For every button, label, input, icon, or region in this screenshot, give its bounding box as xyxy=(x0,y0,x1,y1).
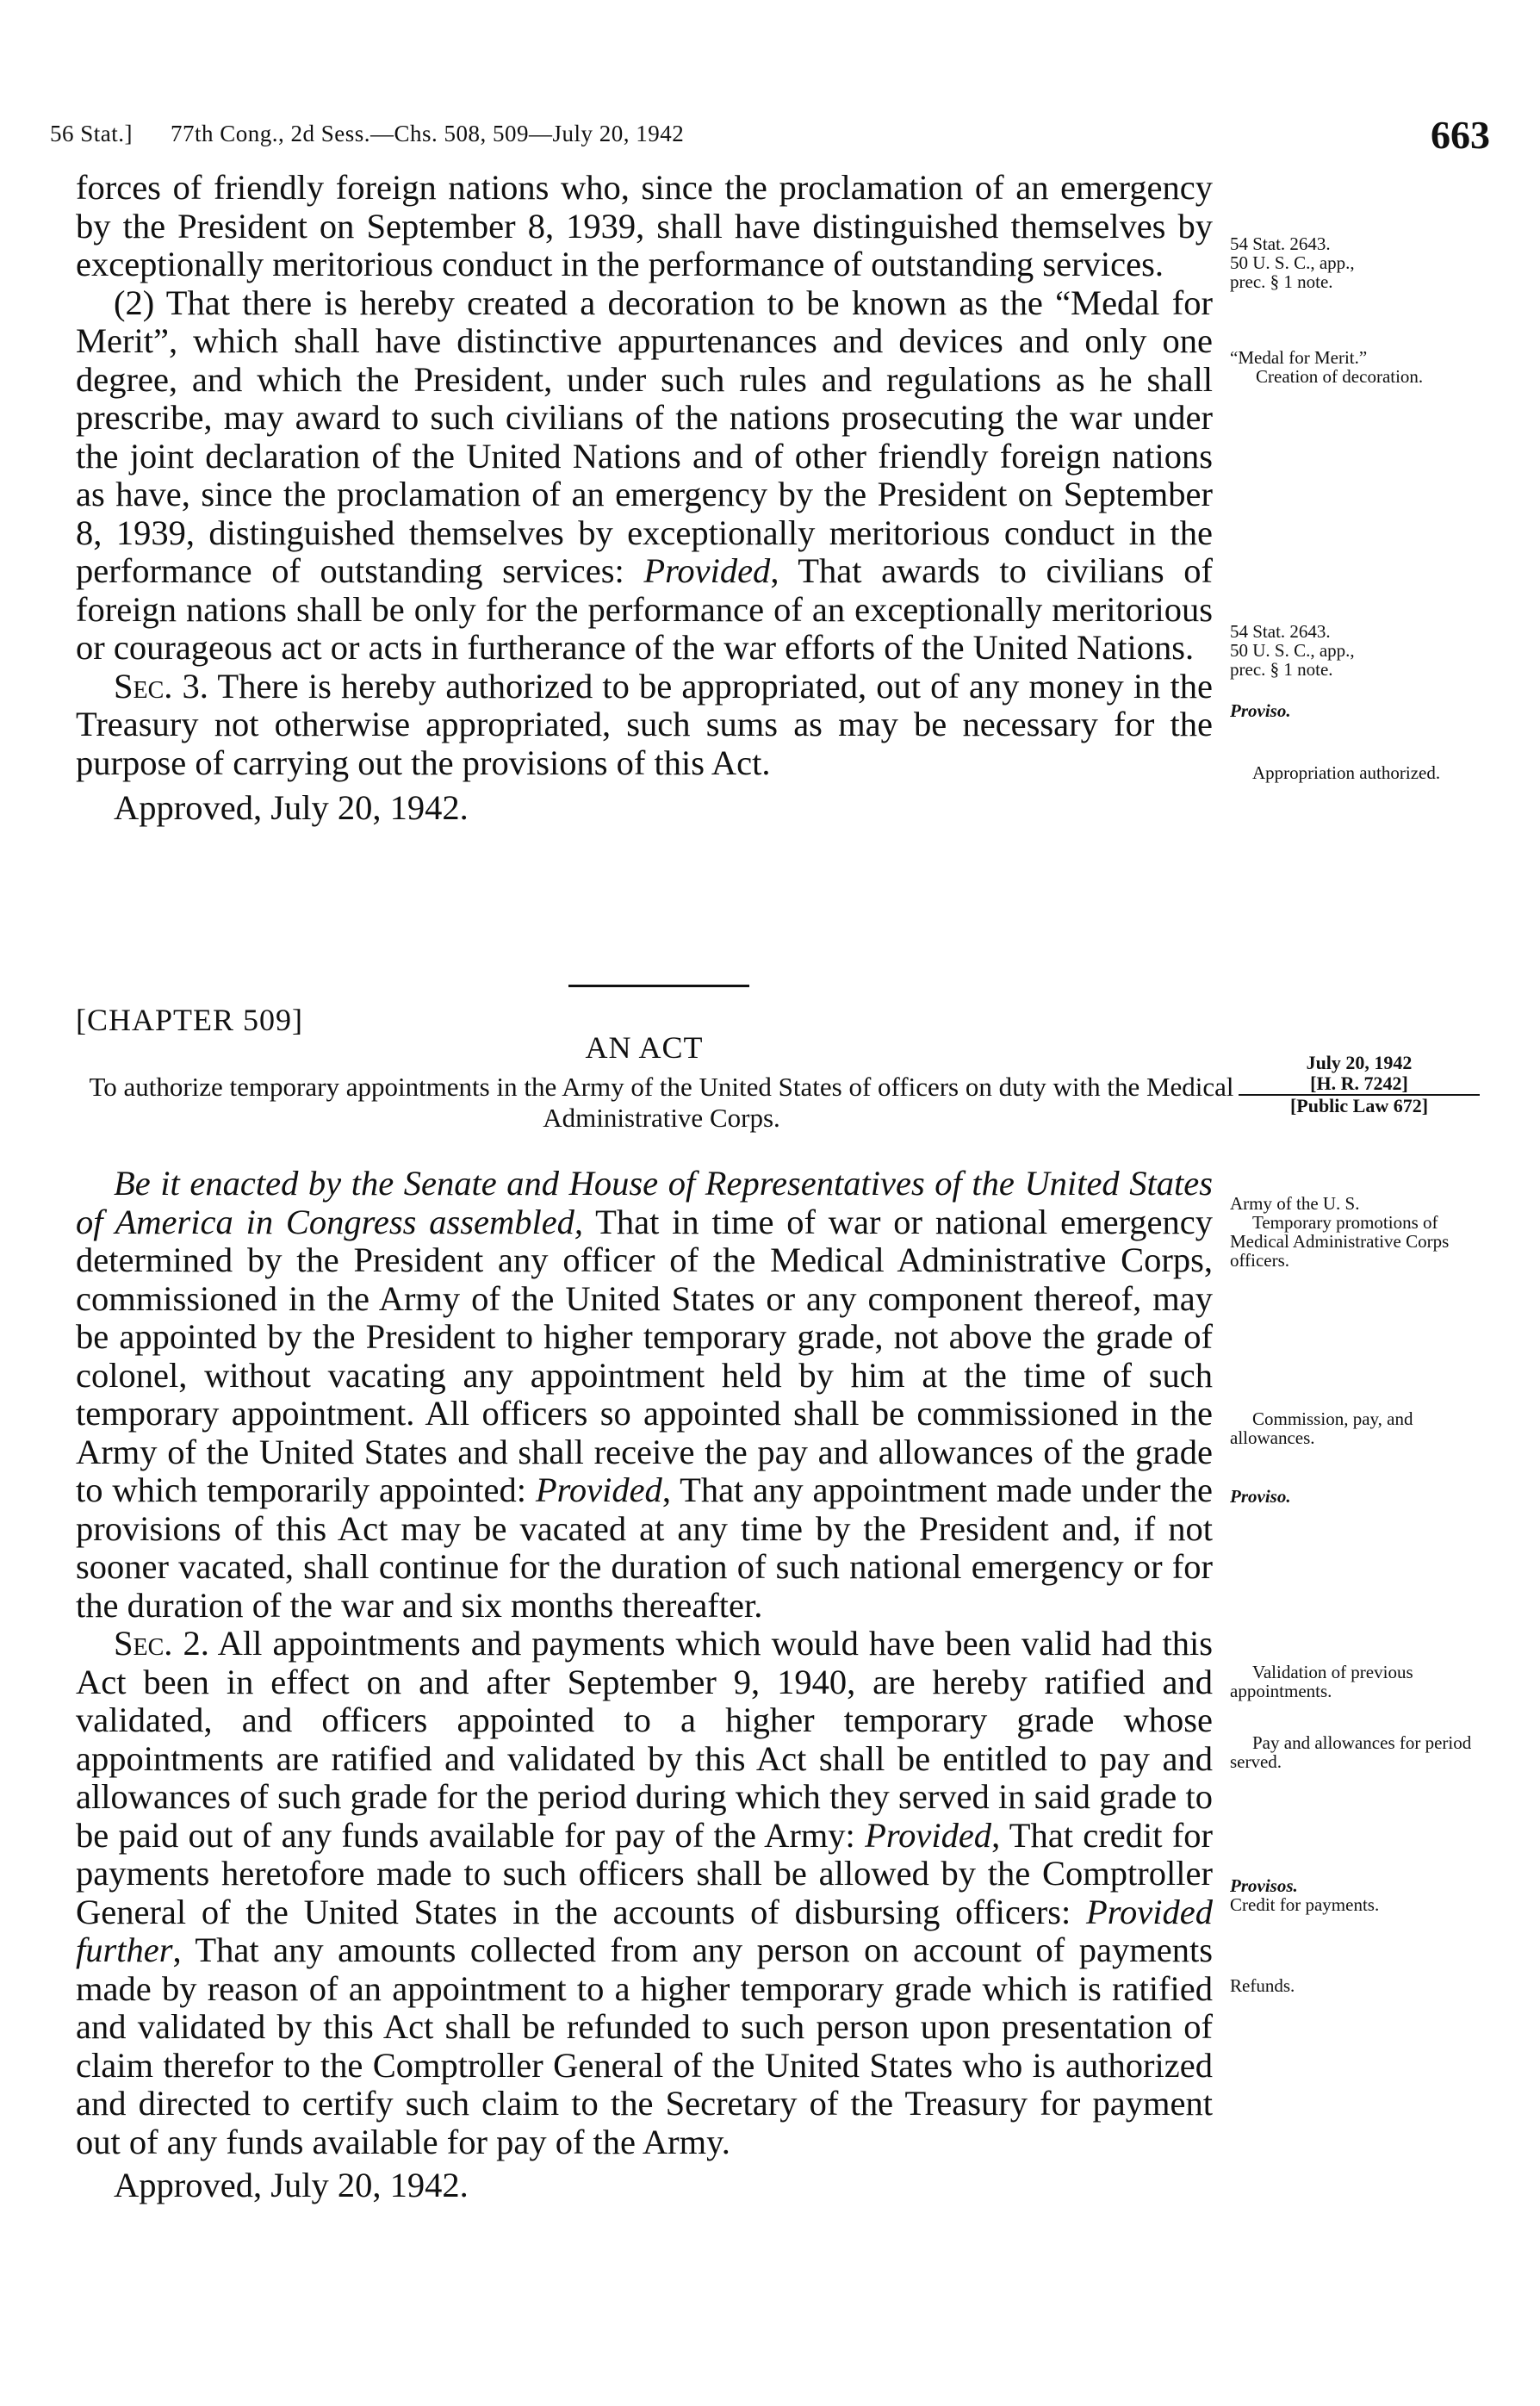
note-line: prec. § 1 note. xyxy=(1230,659,1333,680)
section-label: Sec. 3. xyxy=(114,666,208,706)
act-description: To authorize temporary appointments in the Army of the United States of officers on duty with the Medical Administrative Corps. xyxy=(89,1072,1234,1133)
margin-note-proviso xyxy=(1230,1487,1488,1506)
approved-line: Approved, July 20, 1942. xyxy=(114,2166,469,2204)
proviso-word: Provided xyxy=(535,1470,662,1509)
margin-note-proviso xyxy=(1230,701,1488,720)
margin-note-citation xyxy=(1230,622,1488,679)
text: , That credit for payments heretofore made to such officers shall be allowed by the Comptroller General of the United States in the accounts of disbursing officers: xyxy=(76,1815,1213,1931)
proviso-word: Provided xyxy=(865,1815,992,1855)
page-header xyxy=(50,113,1490,172)
note-line: Army of the U. S. xyxy=(1230,1193,1360,1214)
margin-note-medal xyxy=(1230,348,1488,386)
text: , That any appointment made under the provisions of this Act may be vacated at any time by the President and, if not sooner vacated, shall continue for the duration of such national emergency or for the duration of the war and six months thereafter. xyxy=(76,1470,1213,1625)
act-date: July 20, 1942 xyxy=(1306,1052,1413,1073)
chapter-508-body xyxy=(76,169,1213,828)
enacting-clause: Be it enacted by the Senate and House of Representatives of the United States of America in Congress assembled, xyxy=(76,1164,1213,1241)
volume-reference: 56 Stat.] xyxy=(50,121,133,146)
text: (2) That there is hereby created a decoration to be known as the “Medal for Merit”, which shall have distinctive appurtenances and devices and only one degree, and which the President, under such rules and regulations as he shall prescribe, may award to such civilians of the nations prosecuting the war under the joint declaration of the United Nations and of other friendly foreign nations as have, since the proclamation of an emergency by the President on September 8, 1939, distinguished themselves by exceptionally meritorious conduct in the performance of outstanding services: xyxy=(76,283,1213,590)
note-line: 54 Stat. 2643. xyxy=(1230,621,1331,642)
note-text: Proviso. xyxy=(1230,700,1291,721)
text: There is hereby authorized to be appropriated, out of any money in the Treasury not otherwise appropriated, such sums as may be necessary for the purpose of carrying out the provisions of this Act. xyxy=(76,666,1214,782)
text: That in time of war or national emergency determined by the President any officer of the Medical Administrative Corps, commissioned in the Army of the United States or any component thereof, may be appointed by the President to higher temporary grade, not above the grade of colonel, without vacating any appointment held by him at the time of such temporary appointment. All officers so appointed shall be commissioned in the Army of the United States and shall receive the pay and allowances of the grade to which temporarily appointed: xyxy=(76,1202,1214,1509)
note-line: Creation of decoration. xyxy=(1256,366,1424,387)
chapter-509-body xyxy=(76,1165,1213,2205)
note-line: 54 Stat. 2643. xyxy=(1230,233,1331,254)
note-line: Credit for payments. xyxy=(1230,1894,1380,1915)
act-label: AN ACT xyxy=(585,1030,704,1065)
page-number: 663 xyxy=(1431,113,1490,157)
section-divider xyxy=(568,985,749,987)
approved-line: Approved, July 20, 1942. xyxy=(114,788,469,827)
chapter-heading: [CHAPTER 509] xyxy=(76,1003,303,1037)
margin-note-citation xyxy=(1230,234,1488,291)
running-head xyxy=(50,121,684,147)
margin-note-refunds: Refunds. xyxy=(1230,1975,1295,1996)
note-line: 50 U. S. C., app., xyxy=(1230,640,1355,661)
margin-note-army xyxy=(1230,1194,1488,1270)
session-chapters-date: 77th Cong., 2d Sess.—Chs. 508, 509—July 20, 1942 xyxy=(171,121,685,146)
proviso-further: Provided further xyxy=(76,1892,1213,1969)
text: , That any amounts collected from any person on account of payments made by reason of an appointment to a higher temporary grade which is ratified and validated by this Act shall be refunded to such person upon presentation of claim therefor to the Comptroller General of the United States who is authorized and directed to certify such claim to the Secretary of the Treasury for payment out of any funds available for pay of the Army. xyxy=(76,1930,1213,2161)
note-text: Provisos. xyxy=(1230,1875,1298,1896)
margin-note-commission: Commission, pay, and allowances. xyxy=(1230,1408,1413,1448)
section-2 xyxy=(76,1625,1213,2161)
note-line: 50 U. S. C., app., xyxy=(1230,252,1355,273)
section-1 xyxy=(76,1165,1213,1625)
margin-note-validation: Validation of previous appointments. xyxy=(1230,1662,1413,1701)
proviso-word: Provided xyxy=(643,551,771,590)
act-date-block xyxy=(1230,1053,1488,1116)
bill-number: [H. R. 7242] xyxy=(1239,1073,1480,1096)
note-line: Temporary promotions of Medical Administrative Corps officers. xyxy=(1230,1212,1450,1271)
section-3 xyxy=(76,668,1213,783)
text: All appointments and payments which would have been valid had this Act been in effect on and after September 9, 1940, are hereby ratified and validated, and officers appointed to a higher temporary grade whose appointments are ratified and validated by this Act shall be entitled to pay and allowances of such grade for the period during which they served in said grade to be paid out of any funds available for pay of the Army: xyxy=(76,1624,1213,1855)
paragraph-medal-for-merit xyxy=(76,284,1213,668)
margin-note-pay: Pay and allowances for period served. xyxy=(1230,1732,1472,1772)
margin-note-appropriation: Appropriation authorized. xyxy=(1252,762,1441,783)
note-text: Proviso. xyxy=(1230,1486,1291,1507)
section-label: Sec. 2. xyxy=(114,1624,209,1663)
note-line: “Medal for Merit.” xyxy=(1230,347,1368,368)
margin-note-provisos xyxy=(1230,1876,1488,1914)
text: , That awards to civilians of foreign nations shall be only for the performance of an exceptionally meritorious or courageous act or acts in furtherance of the war efforts of the United Nations. xyxy=(76,551,1213,667)
public-law-number: [Public Law 672] xyxy=(1289,1095,1429,1116)
note-line: prec. § 1 note. xyxy=(1230,271,1333,292)
paragraph-forces: forces of friendly foreign nations who, since the proclamation of an emergency by the President on September 8, 1939, shall have distinguished themselves by exceptionally meritorious conduct in the performance of outstanding services. xyxy=(76,168,1213,283)
